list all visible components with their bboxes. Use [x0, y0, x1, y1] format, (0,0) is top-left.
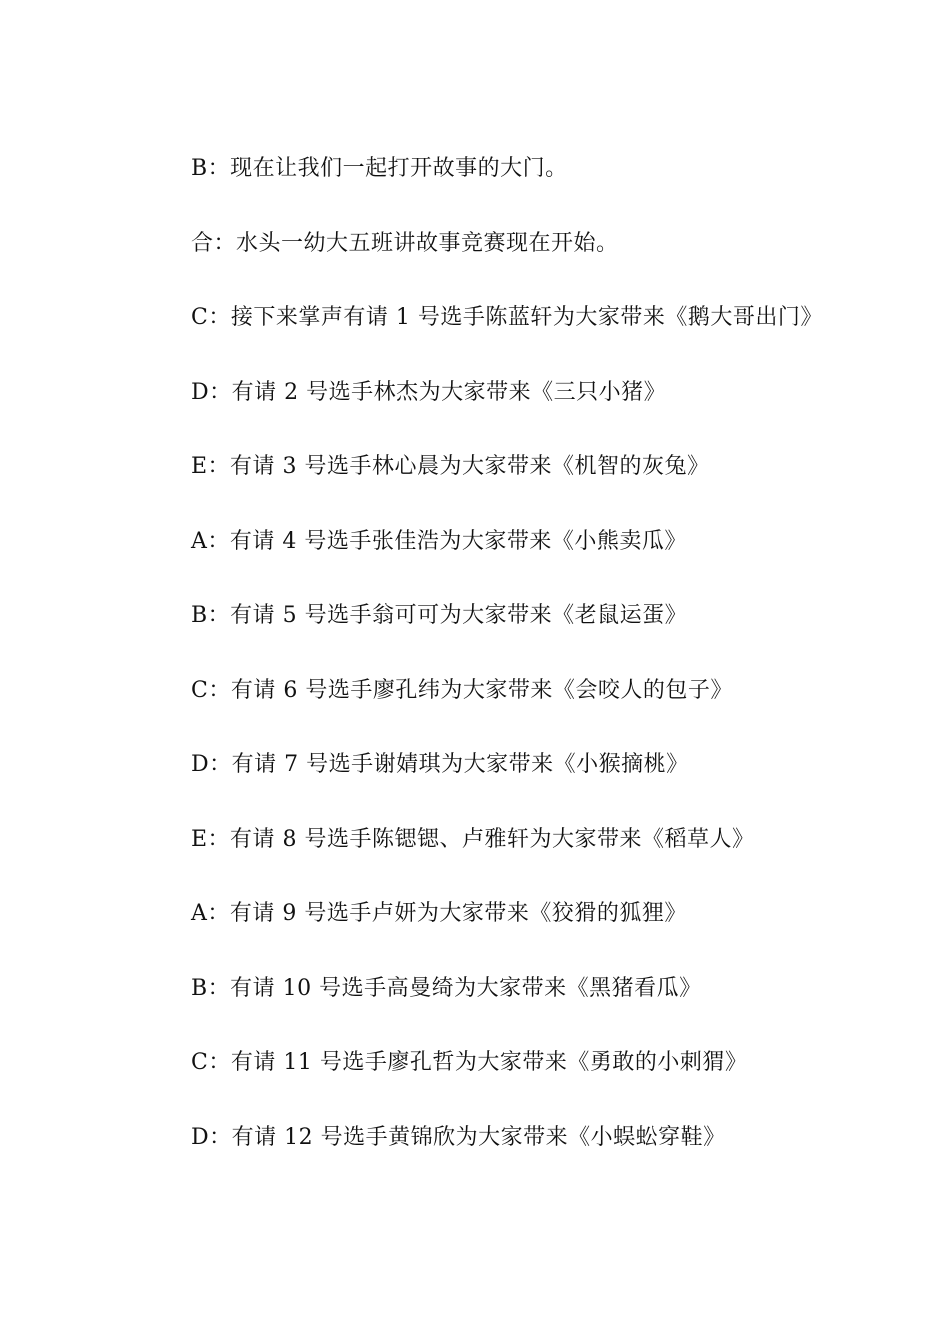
paragraph: D：有请 7 号选手谢婧琪为大家带来《小猴摘桃》	[191, 752, 689, 777]
paragraph: C：有请 6 号选手廖孔纬为大家带来《会咬人的包子》	[191, 677, 733, 703]
paragraph: B：有请 5 号选手翁可可为大家带来《老鼠运蛋》	[191, 603, 688, 628]
paragraph: A：有请 9 号选手卢妍为大家带来《狡猾的狐狸》	[191, 901, 687, 926]
paragraph: 合：水头一幼大五班讲故事竞赛现在开始。	[191, 230, 619, 256]
paragraph: D：有请 2 号选手林杰为大家带来《三只小猪》	[191, 379, 667, 405]
paragraph: D：有请 12 号选手黄锦欣为大家带来《小蜈蚣穿鞋》	[191, 1124, 726, 1150]
paragraph: E：有请 3 号选手林心晨为大家带来《机智的灰兔》	[191, 454, 710, 479]
paragraph: C：有请 11 号选手廖孔哲为大家带来《勇敢的小刺猬》	[191, 1050, 748, 1075]
paragraph: A：有请 4 号选手张佳浩为大家带来《小熊卖瓜》	[191, 528, 687, 554]
paragraph: B：现在让我们一起打开故事的大门。	[191, 156, 568, 181]
paragraph: E：有请 8 号选手陈锶锶、卢雅轩为大家带来《稻草人》	[191, 826, 755, 852]
script-body	[143, 132, 823, 1175]
paragraph: C：接下来掌声有请 1 号选手陈蓝轩为大家带来《鹅大哥出门》	[191, 305, 823, 330]
paragraph: B：有请 10 号选手高曼绮为大家带来《黑猪看瓜》	[191, 975, 702, 1001]
